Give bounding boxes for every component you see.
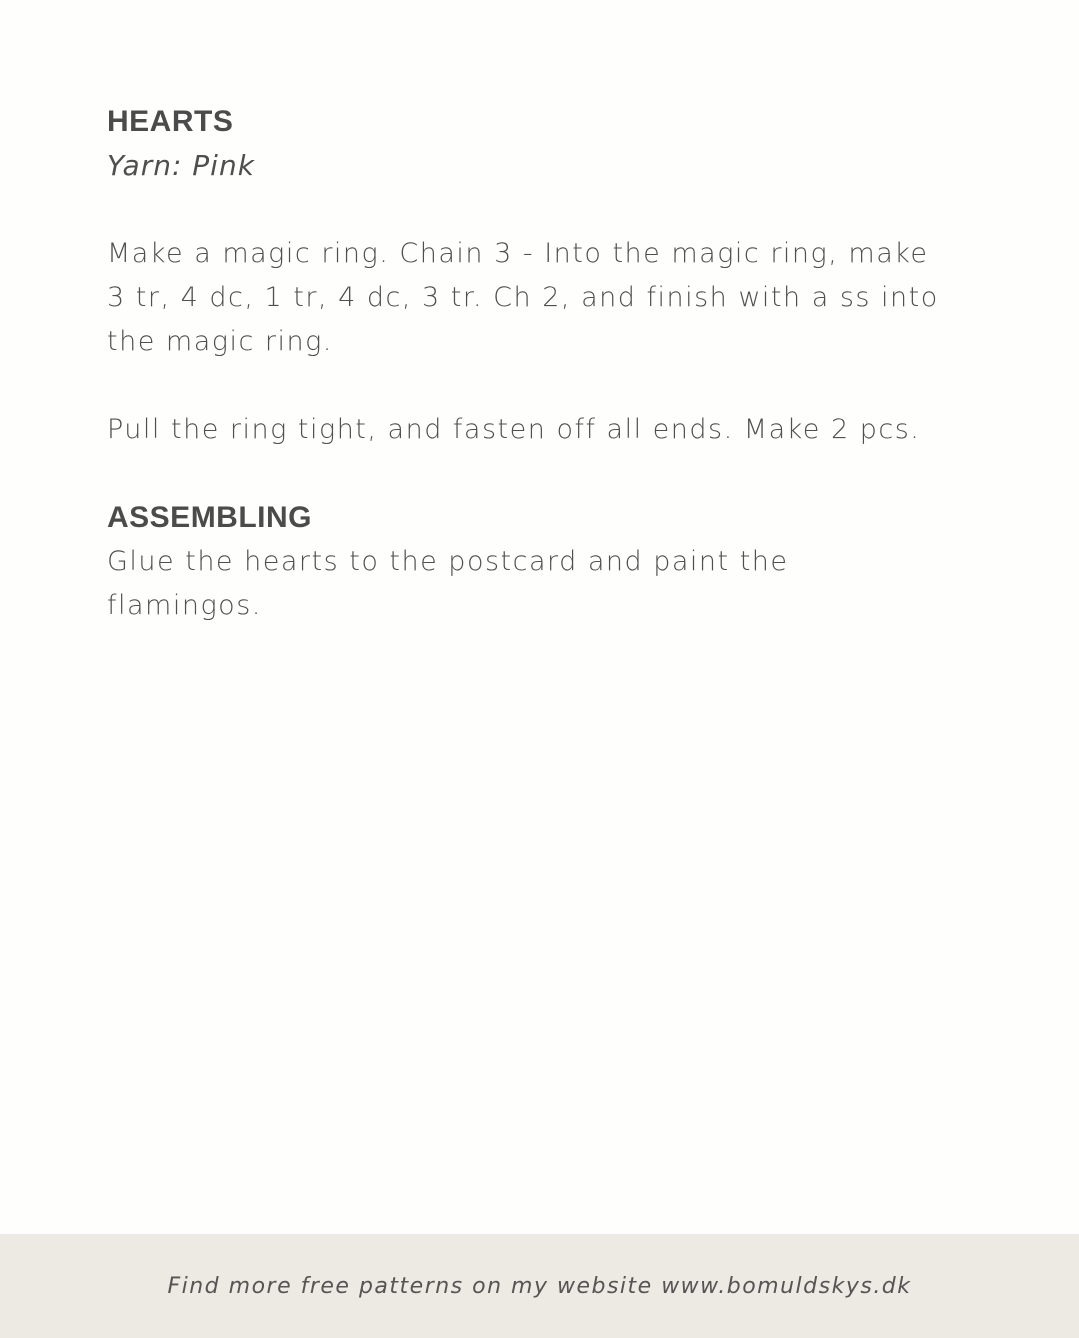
hearts-yarn: Yarn: Pink [107, 149, 255, 182]
hearts-instructions-line-3: the magic ring. [107, 326, 333, 357]
hearts-heading: HEARTS [107, 105, 234, 138]
hearts-instructions-line-1: Make a magic ring. Chain 3 - Into the magic ring, make [107, 238, 929, 269]
spacer [107, 452, 977, 496]
hearts-instructions-line-2: 3 tr, 4 dc, 1 tr, 4 dc, 3 tr. Ch 2, and finish with a ss into [107, 282, 939, 313]
assembling-line-1: Glue the hearts to the postcard and paint the [107, 546, 789, 577]
footer-bar [0, 1234, 1079, 1338]
spacer [107, 188, 977, 232]
assembling-heading: ASSEMBLING [107, 501, 313, 534]
hearts-finish: Pull the ring tight, and fasten off all ends. Make 2 pcs. [107, 414, 921, 445]
spacer [107, 364, 977, 408]
assembling-line-2: flamingos. [107, 590, 262, 621]
pattern-content [107, 100, 977, 628]
footer-website-text: Find more free patterns on my website www.bomuldskys.dk [167, 1273, 912, 1299]
